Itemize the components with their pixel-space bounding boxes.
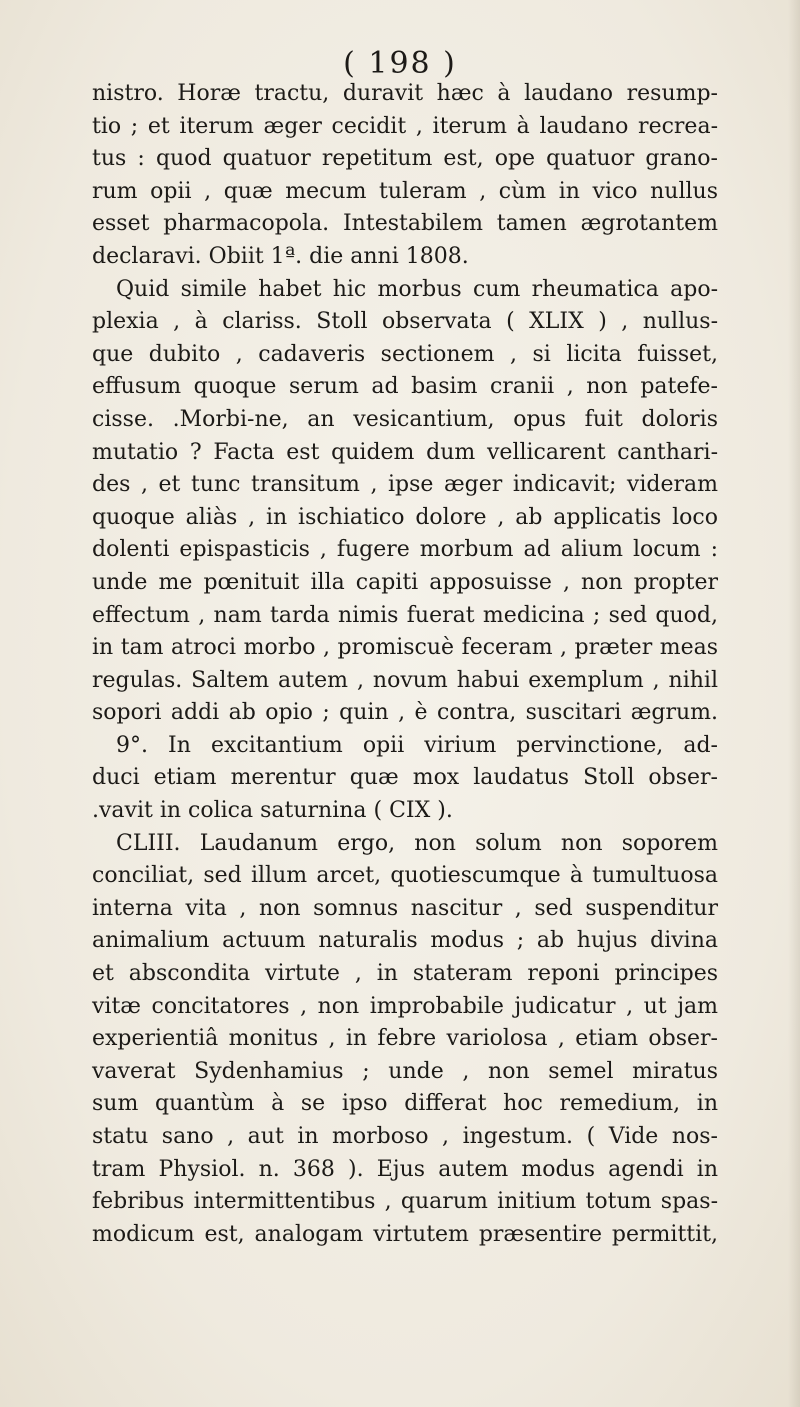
- text-line: in tam atroci morbo , promiscuè feceram , præter meas: [92, 635, 718, 661]
- text-line: vitæ concitatores , non improbabile judicatur , ut jam: [92, 993, 718, 1019]
- text-line: tio ; et iterum æger cecidit , iterum à laudano recrea-: [92, 113, 718, 139]
- text-line: cisse. .Morbi-ne, an vesicantium, opus fuit doloris: [92, 406, 718, 432]
- text-line: CLIII. Laudanum ergo, non solum non soporem: [116, 830, 718, 856]
- text-line: que dubito , cadaveris sectionem , si licita fuisset,: [92, 341, 718, 367]
- text-line: regulas. Saltem autem , novum habui exemplum , nihil: [92, 667, 718, 693]
- text-line: animalium actuum naturalis modus ; ab hujus divina: [92, 928, 718, 954]
- page-edge-shadow: [788, 0, 800, 1407]
- text-line: conciliat, sed illum arcet, quotiescumque à tumultuosa: [92, 863, 718, 889]
- text-line: esset pharmacopola. Intestabilem tamen ægrotantem: [92, 211, 718, 237]
- text-line: dolenti epispasticis , fugere morbum ad alium locum :: [92, 537, 718, 563]
- text-line: interna vita , non somnus nascitur , sed suspenditur: [92, 895, 718, 921]
- body-text: [92, 78, 718, 1251]
- text-line: effusum quoque serum ad basim cranii , non patefe-: [92, 374, 718, 400]
- text-line: effectum , nam tarda nimis fuerat medicina ; sed quod,: [92, 602, 718, 628]
- text-line: tram Physiol. n. 368 ). Ejus autem modus agendi in: [92, 1156, 718, 1182]
- text-line: des , et tunc transitum , ipse æger indicavit; videram: [92, 472, 718, 498]
- text-line: sopori addi ab opio ; quin , è contra, suscitari ægrum.: [92, 700, 718, 726]
- text-line: Quid simile habet hic morbus cum rheumatica apo-: [116, 276, 718, 302]
- text-line: sum quantùm à se ipso differat hoc remedium, in: [92, 1091, 718, 1117]
- text-line: unde me pœnituit illa capiti apposuisse , non propter: [92, 569, 718, 595]
- text-line: experientiâ monitus , in febre variolosa , etiam obser-: [92, 1026, 718, 1052]
- text-line: plexia , à clariss. Stoll observata ( XLIX ) , nullus-: [92, 309, 718, 335]
- page-number: ( 198 ): [343, 46, 457, 81]
- text-line: rum opii , quæ mecum tuleram , cùm in vico nullus: [92, 178, 718, 204]
- text-line: febribus intermittentibus , quarum initium totum spas-: [92, 1189, 718, 1215]
- text-line: .vavit in colica saturnina ( CIX ).: [92, 798, 453, 824]
- text-line: et abscondita virtute , in stateram reponi principes: [92, 961, 718, 987]
- text-line: statu sano , aut in morboso , ingestum. ( Vide nos-: [92, 1124, 718, 1149]
- text-line: duci etiam merentur quæ mox laudatus Stoll obser-: [92, 765, 718, 791]
- text-line: modicum est, analogam virtutem præsentire permittit,: [92, 1221, 718, 1247]
- text-line: 9°. In excitantium opii virium pervinctione, ad-: [116, 732, 718, 758]
- text-line: nistro. Horæ tractu, duravit hæc à laudano resump-: [92, 81, 718, 106]
- text-line: tus : quod quatuor repetitum est, ope quatuor grano-: [92, 146, 718, 172]
- text-line: declaravi. Obiit 1ª. die anni 1808.: [92, 243, 469, 269]
- text-line: quoque aliàs , in ischiatico dolore , ab applicatis loco: [92, 504, 718, 530]
- text-line: vaverat Sydenhamius ; unde , non semel miratus: [92, 1058, 718, 1084]
- text-line: mutatio ? Facta est quidem dum vellicarent canthari-: [92, 439, 718, 465]
